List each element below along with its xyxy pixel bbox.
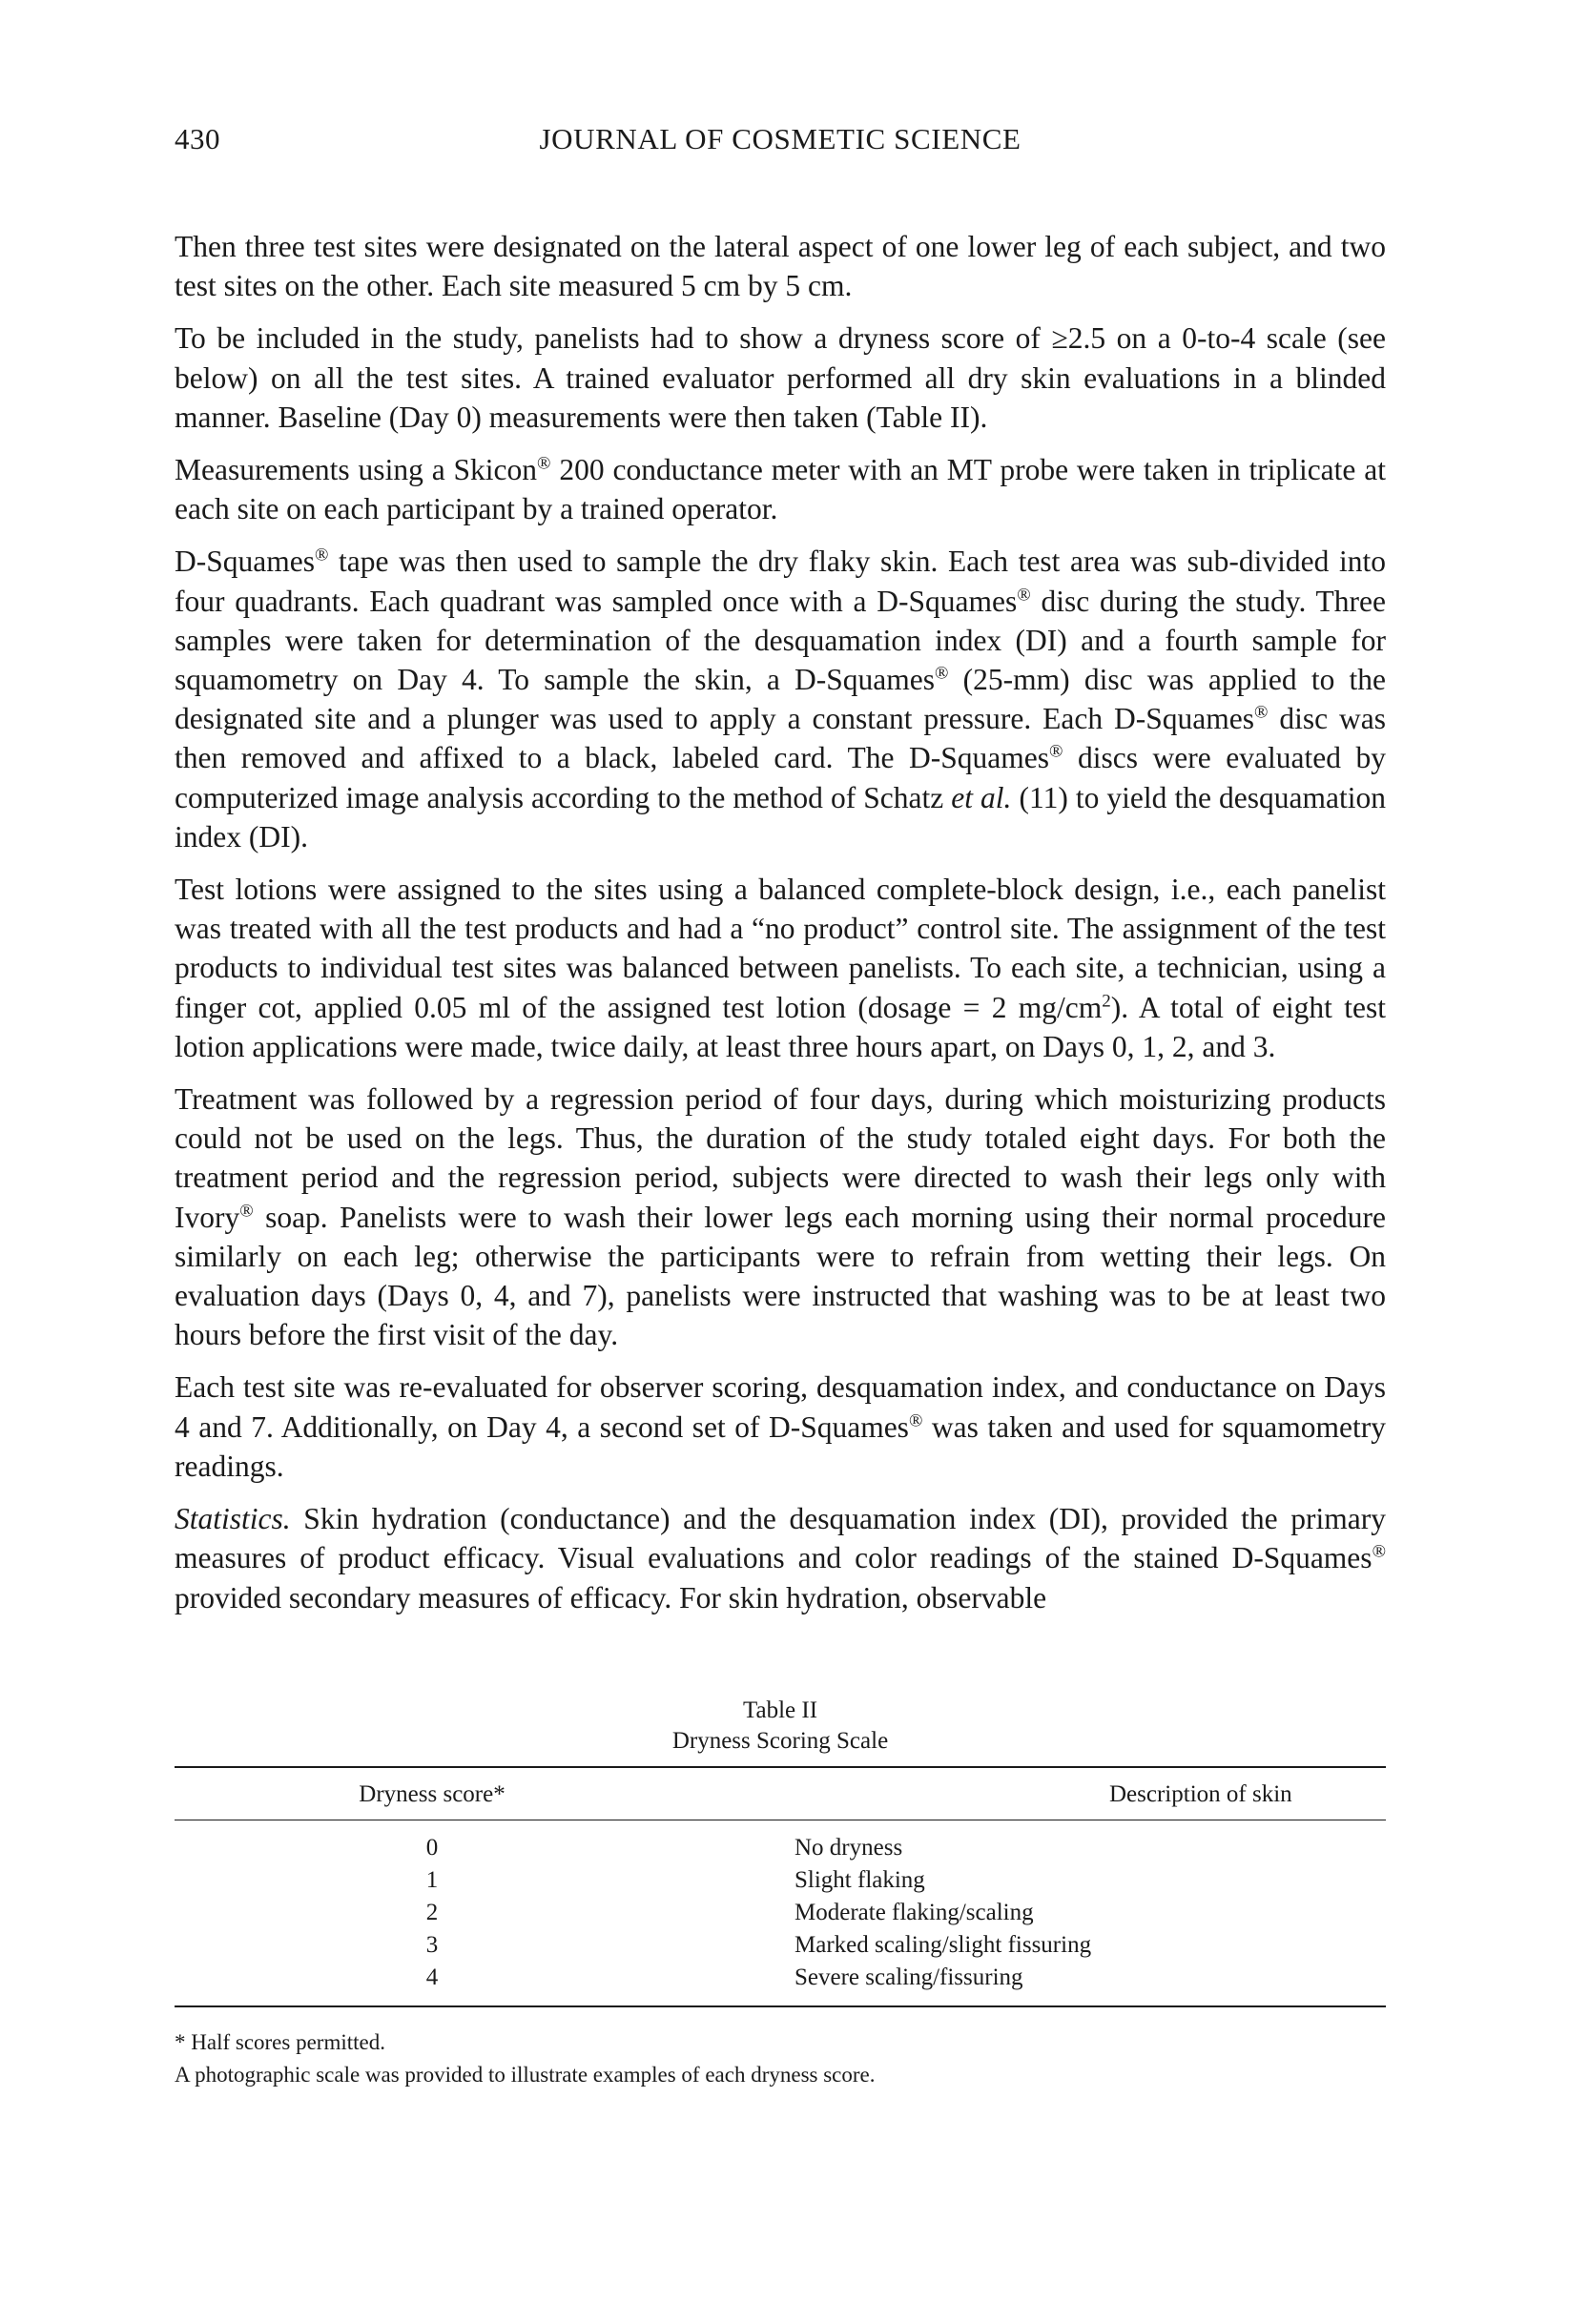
footnote-photographic-scale: A photographic scale was provided to illustrate examples of each dryness score. xyxy=(175,2063,876,2087)
paragraph-text: (11) to yield the desquamation index (DI). xyxy=(175,780,1386,854)
table-subcaption: Dryness Scoring Scale xyxy=(671,1728,889,1754)
paragraph-statistics xyxy=(175,1499,1386,1617)
table-row xyxy=(175,1929,1386,1962)
page-number: 430 xyxy=(175,122,220,155)
page-header xyxy=(175,122,1386,164)
table-row xyxy=(175,1820,1386,1864)
paragraph-text: Test lotions were assigned to the sites using a balanced complete-block design, i.e., each panelist was treated with all the test products and had a “no product” control site. The assignment of the test products to individual test sites was balanced between panelists. To each site, a technician, using a finger cot, applied 0.05 ml of the assigned test lotion (dosage = 2 mg/cm xyxy=(175,873,1386,1024)
dryness-table-body xyxy=(175,1820,1386,2005)
description-cell: Marked scaling/slight fissuring xyxy=(794,1932,1092,1958)
paragraph-text: D-Squames xyxy=(175,545,315,579)
registered-mark: ® xyxy=(1048,741,1063,762)
table-row xyxy=(175,1962,1386,2005)
registered-mark: ® xyxy=(314,545,329,566)
column-header-dryness-score: Dryness score* xyxy=(359,1781,506,1807)
table-row xyxy=(175,1864,1386,1897)
paragraph-text: soap. Panelists were to wash their lower legs each morning using their normal procedure similarly on each leg; otherwise the participants were to refrain from wetting their legs. On evaluation days (Days 0, 4, and 7), panelists were instructed that washing was to be at least two hours before the first visit of the day. xyxy=(175,1200,1386,1352)
registered-mark: ® xyxy=(1017,585,1031,606)
table-bottom-rule xyxy=(175,2005,1386,2007)
paragraph-conductance-measurements xyxy=(175,450,1386,528)
paragraph-text: To be included in the study, panelists had to show a dryness score of ≥2.5 on a 0-to-4 scale (see below) on all the test sites. A trained evaluator performed all dry skin evaluations in a blinded manner. Baseline (Day 0) measurements were then taken (Table II). xyxy=(175,321,1386,434)
table-caption: Table II xyxy=(742,1697,818,1723)
paragraph-d-squames-sampling xyxy=(175,542,1386,856)
paragraph-text: provided secondary measures of efficacy. For skin hydration, observable xyxy=(175,1580,1047,1614)
paragraph-text: 200 conductance meter with an MT probe were taken in triplicate at each site on each participant by a trained operator. xyxy=(175,453,1386,526)
running-head-journal-title: JOURNAL OF COSMETIC SCIENCE xyxy=(539,122,1022,155)
et-al-citation: et al. xyxy=(951,780,1012,814)
paragraph-test-sites xyxy=(175,227,1386,305)
description-cell: Severe scaling/fissuring xyxy=(794,1964,1023,1990)
registered-mark: ® xyxy=(239,1201,254,1222)
registered-mark: ® xyxy=(935,663,949,684)
registered-mark: ® xyxy=(537,453,551,474)
paragraph-text: disc during the study. Three samples were taken for determination of the desquamation index (DI) and a fourth sample for squamometry on Day 4. To sample the skin, a D-Squames xyxy=(175,584,1386,697)
paragraph-text: ). A total of eight test lotion applications were made, twice daily, at least three hours apart, on Days 0, 1, 2, and 3. xyxy=(175,990,1386,1063)
registered-mark: ® xyxy=(908,1410,923,1431)
footnote-half-scores: * Half scores permitted. xyxy=(175,2030,385,2054)
paragraph-re-evaluation xyxy=(175,1368,1386,1486)
dryness-score-cell: 4 xyxy=(425,1964,439,1990)
dryness-score-cell: 1 xyxy=(425,1867,439,1893)
paragraph-text: (25-mm) disc was applied to the designated site and a plunger was used to apply a constant pressure. Each D-Squames xyxy=(175,663,1386,736)
description-cell: Moderate flaking/scaling xyxy=(794,1900,1034,1925)
paragraph-test-lotion-assignment xyxy=(175,870,1386,1066)
table-dryness-scoring-scale xyxy=(175,1696,1386,2091)
paragraph-text: Treatment was followed by a regression period of four days, during which moisturizing products could not be used on the legs. Thus, the duration of the study totaled eight days. For both the treatment period and the regression period, subjects were directed to wash their legs only with Ivory xyxy=(175,1082,1386,1234)
paragraph-text: Each test site was re-evaluated for observer scoring, desquamation index, and conductance on Days 4 and 7. Additionally, on Day 4, a second set of D-Squames xyxy=(175,1370,1386,1444)
registered-mark: ® xyxy=(1254,702,1269,723)
paragraph-text: disc was then removed and affixed to a black, labeled card. The D-Squames xyxy=(175,702,1387,775)
body-text xyxy=(175,227,1386,1631)
table-footnotes xyxy=(175,2026,1386,2091)
superscript-exponent: 2 xyxy=(1102,991,1111,1012)
paragraph-text: Then three test sites were designated on the lateral aspect of one lower leg of each subject, and two test sites on the other. Each site measured 5 cm by 5 cm. xyxy=(175,230,1386,303)
description-cell: No dryness xyxy=(794,1835,903,1861)
description-cell: Slight flaking xyxy=(794,1867,925,1893)
dryness-score-cell: 3 xyxy=(425,1932,439,1958)
registered-mark: ® xyxy=(1372,1541,1386,1562)
column-header-description: Description of skin xyxy=(1109,1781,1292,1807)
dryness-score-cell: 0 xyxy=(425,1835,439,1861)
dryness-table xyxy=(175,1768,1386,1820)
table-header-row xyxy=(175,1768,1386,1820)
paragraph-regression-period xyxy=(175,1080,1386,1354)
paragraph-text: was taken and used for squamometry readings. xyxy=(175,1409,1387,1483)
paragraph-text: tape was then used to sample the dry flaky skin. Each test area was sub-divided into four quadrants. Each quadrant was sampled once with a D-Squames xyxy=(175,545,1386,618)
section-run-in-heading: Statistics. xyxy=(175,1502,291,1536)
table-row xyxy=(175,1897,1386,1929)
paragraph-text: Measurements using a Skicon xyxy=(175,453,538,487)
paragraph-text: discs were evaluated by computerized image analysis according to the method of Schatz xyxy=(175,741,1386,814)
dryness-score-cell: 2 xyxy=(425,1900,439,1925)
paragraph-inclusion-criteria xyxy=(175,319,1386,437)
paragraph-text: Skin hydration (conductance) and the desquamation index (DI), provided the primary measures of product efficacy. Visual evaluations and color readings of the stained D-Squames xyxy=(175,1502,1386,1575)
